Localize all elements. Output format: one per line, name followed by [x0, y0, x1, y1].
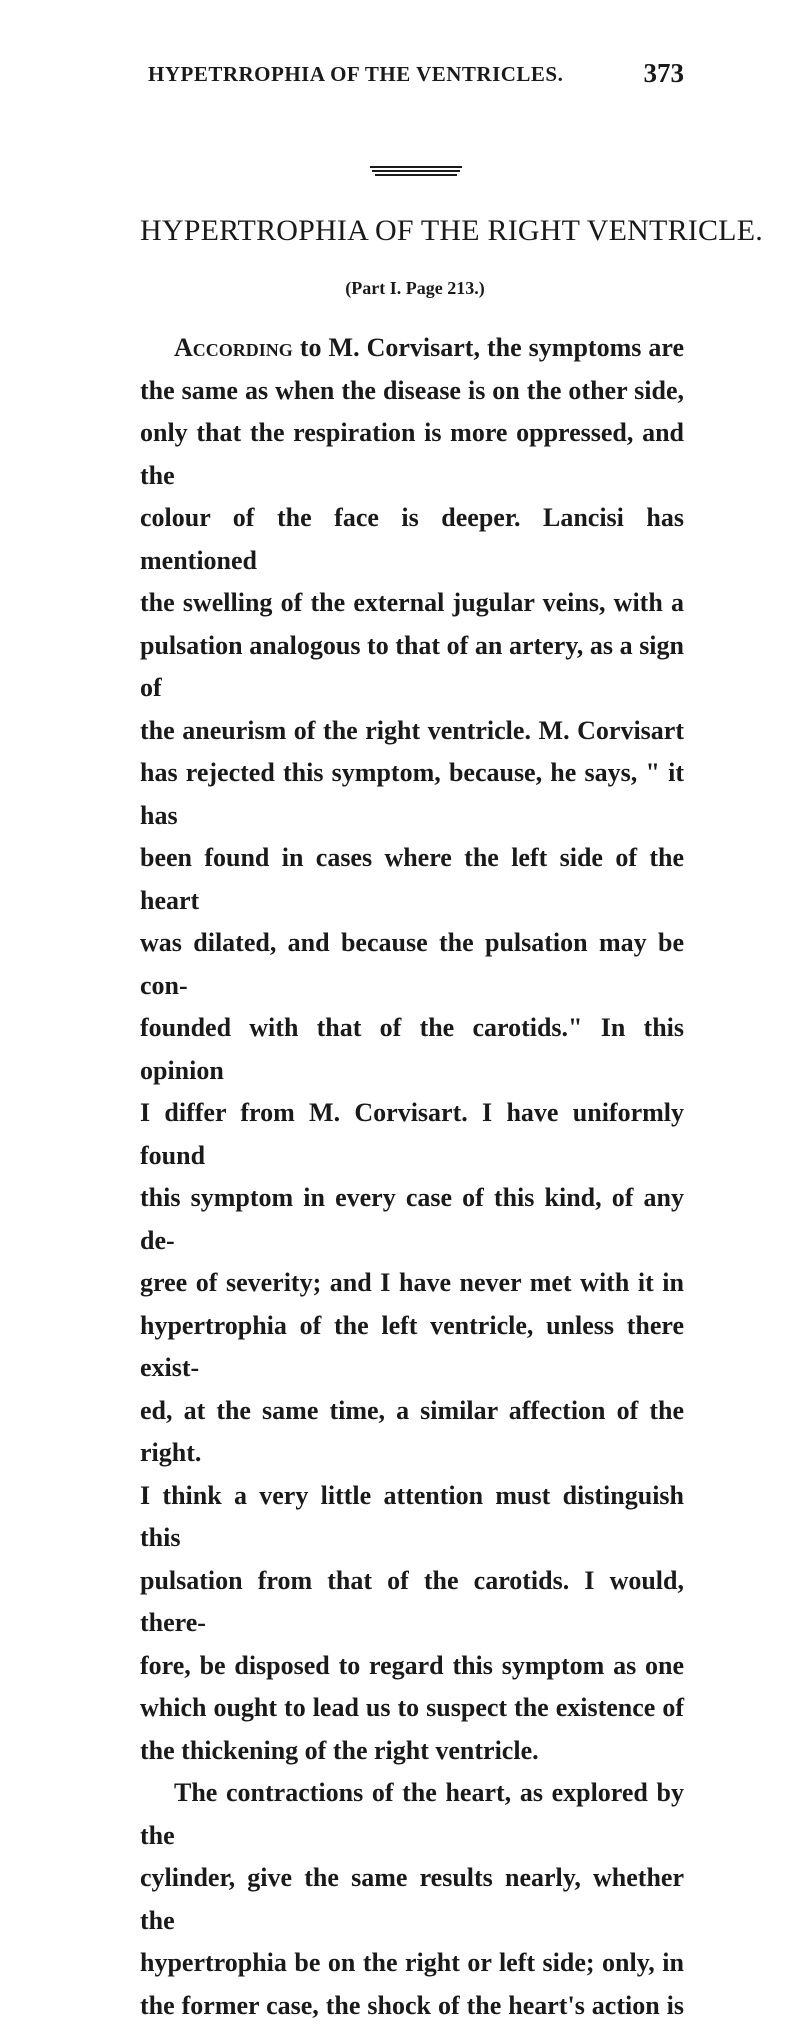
text-line: cylinder, give the same results nearly, whether the: [140, 1857, 684, 1942]
text-line: gree of severity; and I have never met with it in: [140, 1262, 684, 1305]
text-line: The contractions of the heart, as explored by the: [140, 1772, 684, 1857]
text-line: was dilated, and because the pulsation may be con-: [140, 922, 684, 1007]
text-line: the same as when the disease is on the other side,: [140, 370, 684, 413]
text-line: pulsation analogous to that of an artery, as a sign of: [140, 625, 684, 710]
body-text: [140, 327, 684, 2027]
text-line: hypertrophia be on the right or left side; only, in: [140, 1942, 684, 1985]
text-line: been found in cases where the left side of the heart: [140, 837, 684, 922]
text-line: the aneurism of the right ventricle. M. Corvisart: [140, 710, 684, 753]
running-head-title: HYPETRROPHIA OF THE VENTRICLES.: [148, 62, 563, 87]
text-line: founded with that of the carotids." In this opinion: [140, 1007, 684, 1092]
text-line: colour of the face is deeper. Lancisi has mentioned: [140, 497, 684, 582]
text-line: the thickening of the right ventricle.: [140, 1730, 684, 1773]
text-line: pulsation from that of the carotids. I would, there-: [140, 1560, 684, 1645]
text-line: has rejected this symptom, because, he says, " it has: [140, 752, 684, 837]
text-line: According to M. Corvisart, the symptoms are: [140, 327, 684, 370]
text-line: fore, be disposed to regard this symptom as one: [140, 1645, 684, 1688]
text-line: hypertrophia of the left ventricle, unless there exist-: [140, 1305, 684, 1390]
text-line: this symptom in every case of this kind, of any de-: [140, 1177, 684, 1262]
chapter-reference: (Part I. Page 213.): [140, 278, 690, 299]
ornament-rule: [366, 166, 466, 178]
text-line: the former case, the shock of the heart's action is: [140, 1985, 684, 2027]
text-line: the swelling of the external jugular veins, with a: [140, 582, 684, 625]
drop-word: According: [174, 333, 293, 362]
running-head: [148, 62, 684, 102]
text-line: ed, at the same time, a similar affection of the right.: [140, 1390, 684, 1475]
text-line: which ought to lead us to suspect the existence of: [140, 1687, 684, 1730]
chapter-title: HYPERTROPHIA OF THE RIGHT VENTRICLE.: [140, 214, 690, 248]
text-line: I think a very little attention must distinguish this: [140, 1475, 684, 1560]
page-number: 373: [644, 58, 685, 89]
text-line: I differ from M. Corvisart. I have uniformly found: [140, 1092, 684, 1177]
text-line: only that the respiration is more oppressed, and the: [140, 412, 684, 497]
